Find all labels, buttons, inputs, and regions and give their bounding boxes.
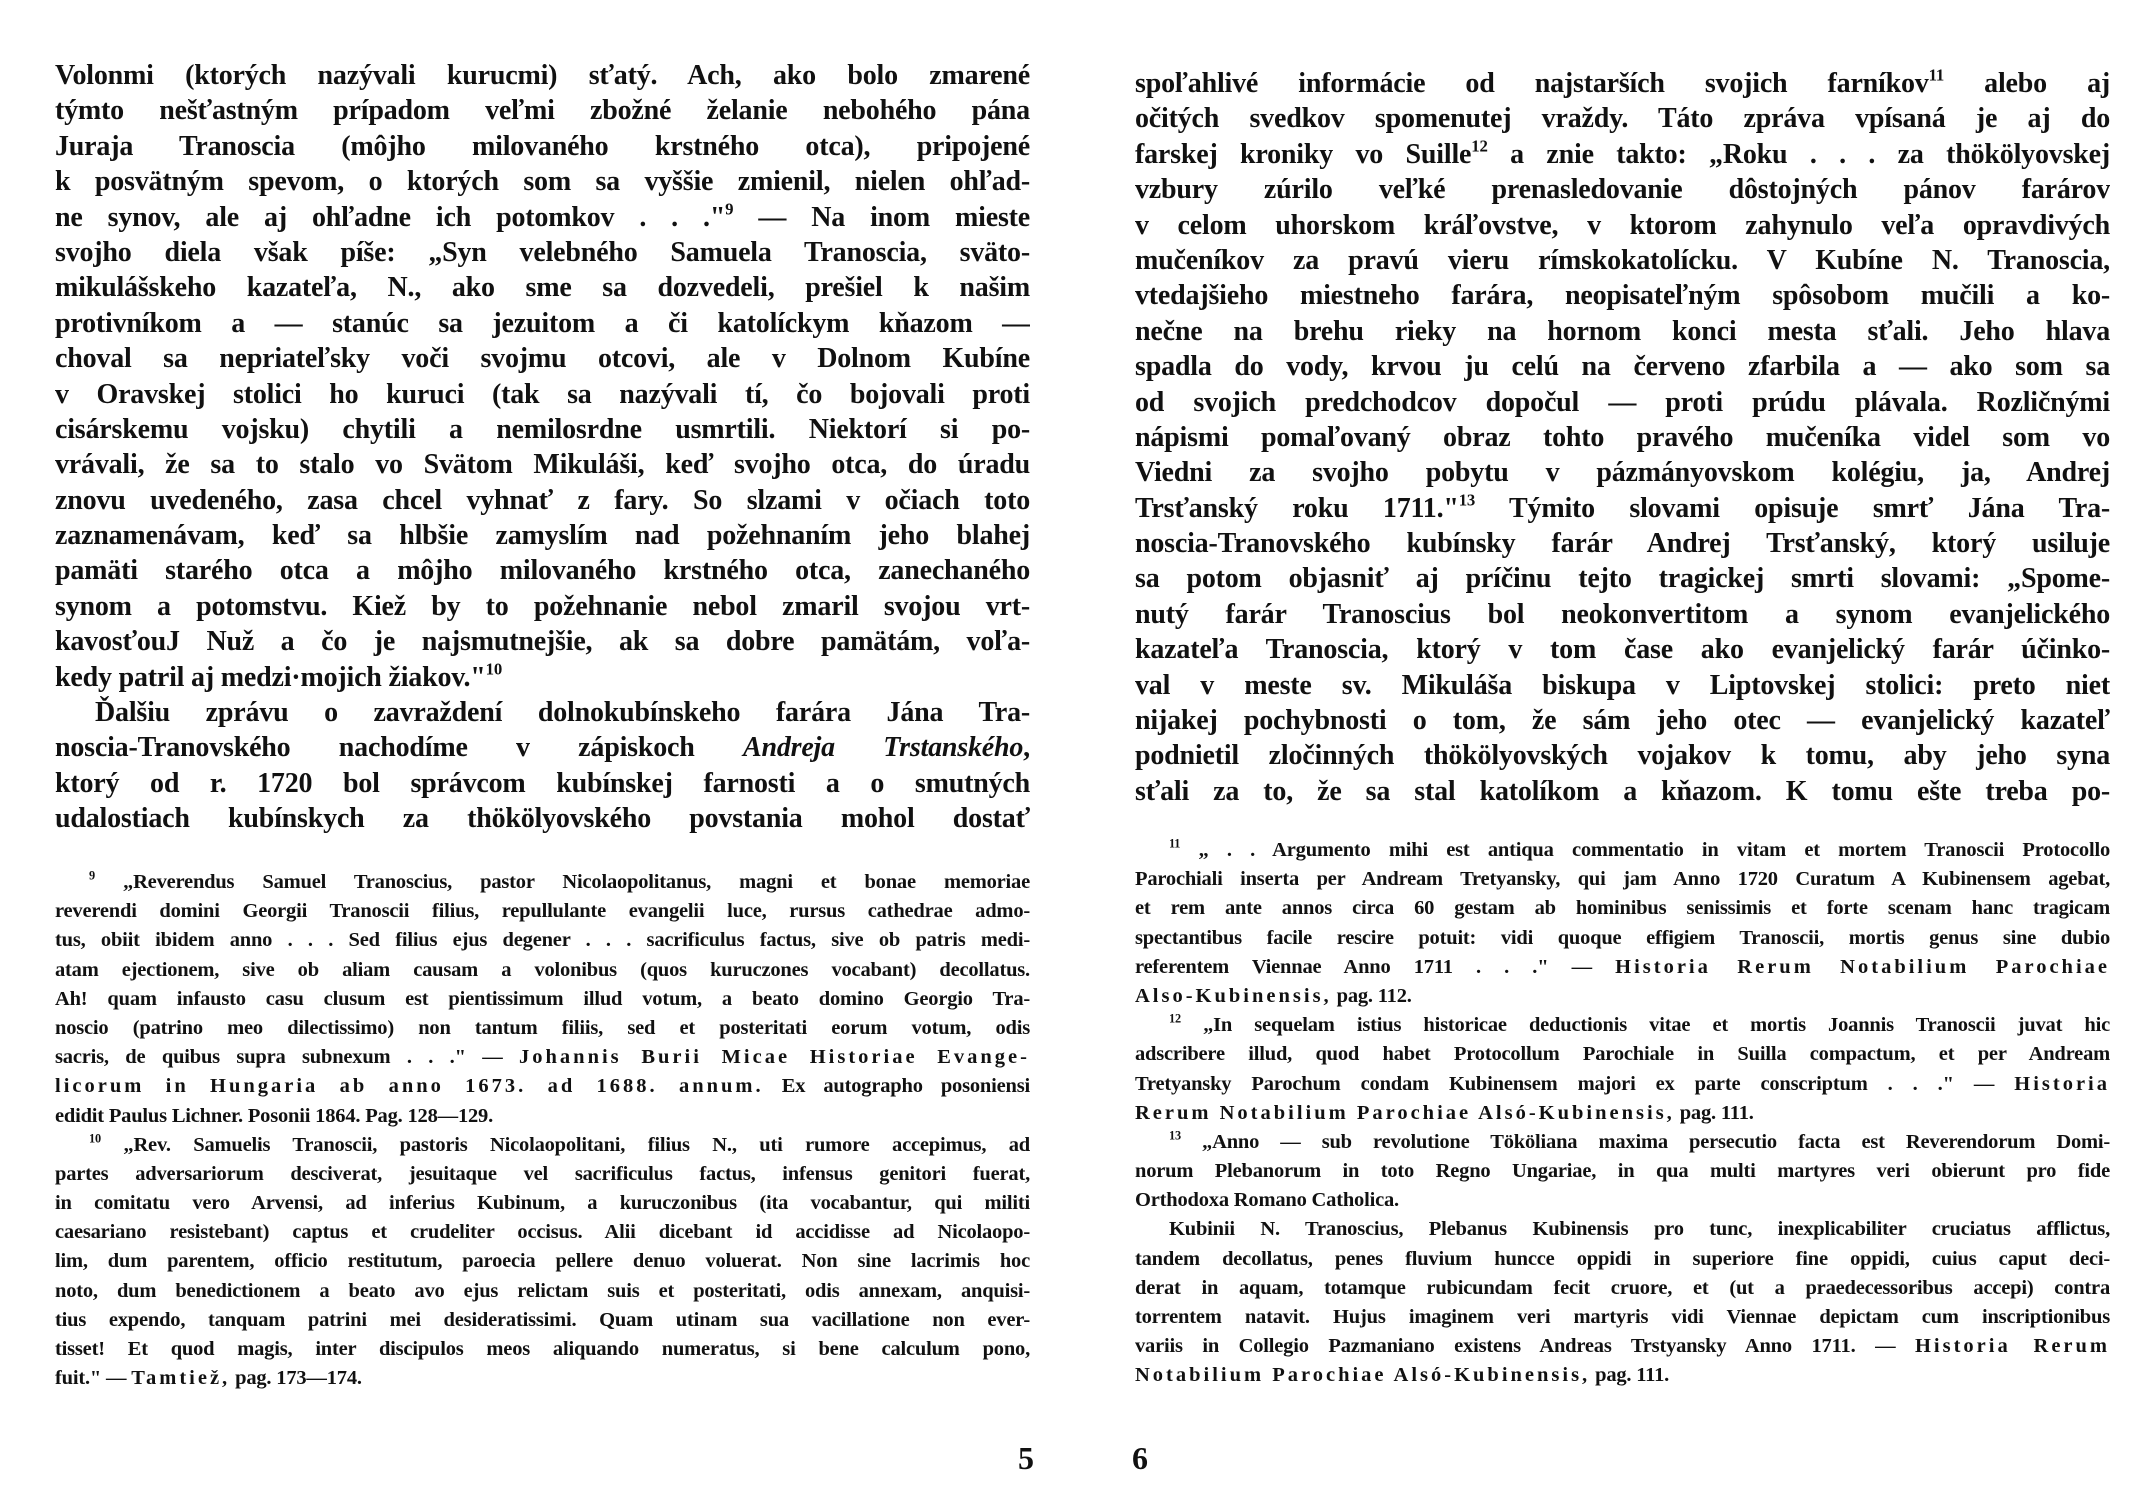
text-run: spoľahlivé informácie od najstarších svojich farníkov: [1135, 68, 1929, 99]
text-line: [1135, 278, 2110, 313]
text-line: [55, 270, 1030, 305]
spaced-citation-text: Also-Kubinensis,: [1135, 984, 1332, 1007]
text-line: [1135, 1361, 2110, 1390]
text-run: spectantibus facile rescire potuit: vidi quoque effigiem Tranoscii, mortis genus sine dubio: [1135, 926, 2110, 949]
text-run: ,: [1023, 732, 1030, 764]
text-run: podnietil zločinných thökölyovských vojakov k tomu, aby jeho syna: [1135, 740, 2110, 772]
spaced-citation-text: licorum in Hungaria ab anno 1673. ad 1688. annum.: [55, 1075, 764, 1098]
text-run: „Anno — sub revolutione Tököliana maxima persecutio facta est Reverendorum Domi-: [1180, 1130, 2110, 1153]
text-line: [1135, 953, 2110, 982]
text-run: et rem ante annos circa 60 gestam ab hominibus senissimis et forte scenam hanc tragicam: [1135, 897, 2110, 920]
text-run: vtedajšieho miestneho farára, neopisateľným spôsobom mučili a ko-: [1135, 280, 2110, 312]
text-run: nečne na brehu rieky na hornom konci mesta sťali. Jeho hlava: [1135, 315, 2110, 347]
text-line: [1135, 208, 2110, 243]
text-line: [1135, 1157, 2110, 1186]
text-run: partes adversariorum desciverat, jesuitaque vel sacrificulus factus, infensus genitori fuerat,: [55, 1162, 1030, 1185]
right-page-footnotes: [1135, 836, 2110, 1391]
footnote-reference: 13: [1169, 1128, 1181, 1143]
text-run: — Na inom mieste: [733, 201, 1030, 233]
text-run: „ . . Argumento mihi est antiqua commentatio in vitam et mortem Tranoscii Protocollo: [1180, 839, 2110, 861]
text-run: sa potom objasniť aj príčinu tejto tragickej smrti slovami: „Spome-: [1135, 563, 2110, 595]
text-run: tisset! Et quod magis, inter discipulos meos aliquando numeratus, si bene calculum pono,: [55, 1338, 1030, 1360]
text-run: vrávali, že sa to stalo vo Svätom Mikuláši, keď svojho otca, do úradu: [55, 449, 1030, 481]
text-run: pamäti starého otca a môjho milovaného krstného otca, zanechaného: [55, 555, 1030, 587]
text-line: [55, 1189, 1030, 1218]
text-line: [55, 1277, 1030, 1306]
text-run: pag. 173—174.: [230, 1367, 362, 1390]
text-run: choval sa nepriateľsky voči svojmu otcovi, ale v Dolnom Kubíne: [55, 343, 1030, 375]
text-line: [1135, 1245, 2110, 1274]
text-line: [1135, 924, 2110, 953]
text-line: [55, 1364, 1030, 1393]
text-line: [55, 483, 1030, 518]
text-run: synom a potomstvu. Kiež by to požehnanie nebol zmaril svojou vrt-: [55, 590, 1030, 622]
spaced-citation-text: Tamtiež,: [131, 1367, 231, 1390]
text-line: [1135, 137, 2110, 172]
text-run: spadla do vody, krvou ju celú na červeno zfarbila a — ako som sa: [1135, 351, 2110, 383]
text-line: [55, 985, 1030, 1014]
text-line: [55, 695, 1030, 730]
text-run: derat in aquam, totamque rubicundam fecit cruore, et (ut a praedecessoribus accepi) contra: [1135, 1276, 2110, 1299]
paragraph: [1135, 66, 2110, 809]
spaced-citation-text: Historia Rerum: [1914, 1335, 2110, 1358]
text-line: [55, 164, 1030, 199]
text-line: [1135, 774, 2110, 809]
footnote: [1135, 1011, 2110, 1128]
text-line: [1135, 1186, 2110, 1215]
text-run: Parochiali inserta per Andream Tretyansky, qui jam Anno 1720 Curatum A Kubinensem agebat,: [1135, 868, 2110, 891]
text-run: vzbury zúrilo veľké prenasledovanie dôstojných pánov farárov: [1135, 174, 2110, 206]
text-run: pag. 112.: [1331, 984, 1412, 1007]
footnote-reference: 10: [89, 1131, 101, 1146]
text-line: [1135, 420, 2110, 455]
text-run: noto, dum benedictionem a beato avo ejus relictam suis et posteritati, odis annexam, anquisi-: [55, 1279, 1030, 1302]
text-run: in comitatu vero Arvensi, ad inferius Kubinum, a kuruczonibus (ita vocabantur, qui militi: [55, 1192, 1030, 1215]
text-run: mikulášskeho kazateľa, N., ako sme sa dozvedeli, prešiel k našim: [55, 272, 1030, 304]
text-run: Volonmi (ktorých nazývali kurucmi) sťatý. Ach, ako bolo zmarené: [55, 60, 1030, 91]
text-run: Ďalšiu zprávu o zavraždení dolnokubínskeho farára Jána Tra-: [95, 697, 1030, 729]
text-line: [1135, 1011, 2110, 1040]
text-run: Orthodoxa Romano Catholica.: [1135, 1189, 1399, 1212]
text-run: „Reverendus Samuel Tranoscius, pastor Nicolaopolitanus, magni et bonae memoriae: [94, 871, 1030, 893]
text-run: torrentem natavit. Hujus imaginem veri martyris vidi Viennae depictam cum inscriptionibus: [1135, 1306, 2110, 1328]
text-line: [1135, 738, 2110, 773]
spaced-citation-text: Rerum Notabilium Parochiae Alsó-Kubinensis,: [1135, 1101, 1675, 1124]
text-line: [1135, 491, 2110, 526]
footnote-reference: 12: [1169, 1011, 1181, 1026]
text-run: Tretyansky Parochum condam Kubinensem majori ex parte conscriptum . . ." —: [1135, 1072, 2015, 1095]
paragraph: [55, 58, 1030, 695]
text-line: [55, 1218, 1030, 1247]
footnote-reference: 12: [1471, 136, 1488, 156]
text-line: [55, 1160, 1030, 1189]
text-run: zaznamenávam, keď sa hlbšie zamyslím nad požehnaním jeho blahej: [55, 520, 1030, 552]
text-run: adscribere illud, quod habet Protocollum Parochiale in Suilla compactum, et per Andream: [1135, 1043, 2110, 1066]
text-line: [1135, 101, 2110, 136]
text-run: Ah! quam infausto casu clusum est pientissimum illud votum, a beato domino Georgio Tra-: [55, 987, 1030, 1010]
text-run: caesariano resistebant) captus et crudeliter occisus. Alii dicebant id accidisse ad Nicolaopo-: [55, 1221, 1030, 1244]
spaced-citation-text: Notabilium Parochiae Alsó-Kubinensis,: [1135, 1364, 1591, 1387]
text-run: kedy patril aj medzi·mojich žiakov.": [55, 661, 486, 693]
text-line: [55, 553, 1030, 588]
text-run: noscia-Tranovského nachodíme v zápiskoch: [55, 732, 743, 764]
text-run: ktorý od r. 1720 bol správcom kubínskej farnosti a o smutných: [55, 767, 1030, 799]
text-run: noscio (patrino meo dilectissimo) non tantum filiis, sed et posteritati eorum votum, odis: [55, 1016, 1030, 1039]
text-run: norum Plebanorum in toto Regno Ungariae, in qua multi martyres veri obierunt pro fide: [1135, 1160, 2110, 1183]
footnote: [1135, 1128, 2110, 1216]
text-line: [55, 235, 1030, 270]
text-run: atam ejectionem, sive ob aliam causam a volonibus (quos kuruczones vocabant) decollatus.: [55, 958, 1030, 981]
text-line: [55, 306, 1030, 341]
text-line: [55, 1247, 1030, 1276]
footnote-reference: 11: [1928, 66, 1945, 85]
text-line: [1135, 1070, 2110, 1099]
text-run: cisárskemu vojsku) chytili a nemilosrdne usmrtili. Niektorí si po-: [55, 413, 1030, 445]
text-line: [55, 93, 1030, 128]
text-run: svojho diela však píše: „Syn velebného Samuela Tranoscia, sväto-: [55, 236, 1030, 268]
text-run: variis in Collegio Pazmaniano existens Andreas Trstyansky Anno 1711. —: [1135, 1335, 1915, 1358]
footnote: [1135, 836, 2110, 1011]
text-run: Týmito slovami opisuje smrť Jána Tra-: [1475, 492, 2110, 524]
spaced-citation-text: Historia: [2014, 1072, 2110, 1095]
text-run: nijakej pochybnosti o tom, že sám jeho otec — evanjelický kazateľ: [1135, 705, 2110, 737]
text-line: [55, 1043, 1030, 1072]
text-run: protivníkom a — stanúc sa jezuitom a či katolíckym kňazom —: [55, 307, 1030, 339]
text-line: [55, 868, 1030, 897]
text-run: od svojich predchodcov dopočul — proti prúdu plávala. Rozličnými: [1135, 386, 2110, 418]
text-line: [55, 518, 1030, 553]
page-number-right: 6: [1132, 1440, 1148, 1476]
paragraph: [55, 695, 1030, 837]
text-line: [1135, 1040, 2110, 1069]
text-line: [1135, 703, 2110, 738]
text-run: referentem Viennae Anno 1711 . . ." —: [1135, 955, 1616, 978]
text-line: [1135, 865, 2110, 894]
text-run: k posvätným spevom, o ktorých som sa vyššie zmienil, nielen ohľad-: [55, 166, 1030, 198]
text-line: [1135, 526, 2110, 561]
text-run: reverendi domini Georgii Tranoscii filius, repullulante evangelii luce, rursus cathedrae admo-: [55, 900, 1030, 923]
text-line: [55, 956, 1030, 985]
left-page-body-text: [55, 58, 1030, 837]
text-line: [55, 624, 1030, 659]
text-line: [55, 412, 1030, 447]
footnote: [1135, 1215, 2110, 1390]
footnote-reference: 10: [485, 659, 503, 678]
text-line: [1135, 561, 2110, 596]
text-run: edidit Paulus Lichner. Posonii 1864. Pag. 128—129.: [55, 1104, 494, 1127]
left-page-footnotes: [55, 868, 1030, 1393]
footnote-reference: 11: [1169, 836, 1181, 851]
text-run: pag. 111.: [1590, 1364, 1670, 1387]
text-line: [55, 1072, 1030, 1101]
text-run: ne synov, ale aj ohľadne ich potomkov . . .": [55, 201, 726, 233]
spaced-citation-text: Johannis Burii Micae Historiae Evange-: [519, 1046, 1030, 1069]
text-line: [55, 129, 1030, 164]
text-line: [1135, 1274, 2110, 1303]
text-line: [55, 200, 1030, 235]
text-run: tus, obiit ibidem anno . . . Sed filius ejus degener . . . sacrificulus factus, sive ob patris medi-: [55, 929, 1030, 952]
footnote-reference: 9: [89, 868, 95, 883]
text-line: [1135, 314, 2110, 349]
text-run: v Oravskej stolici ho kuruci (tak sa nazývali tí, čo bojovali proti: [55, 378, 1030, 410]
right-page-body-text: [1135, 66, 2110, 809]
text-run: tandem decollatus, penes fluvium huncce oppidi in superiore fine oppidi, cuius caput deci-: [1135, 1247, 2110, 1270]
text-run: tius expendo, tanquam patrini mei desideratissimi. Quam utinam sua vacillatione non ever-: [55, 1308, 1030, 1331]
text-line: [1135, 1332, 2110, 1361]
italic-text: Andreja Trstanského: [742, 732, 1024, 764]
text-line: [55, 801, 1030, 836]
text-line: [55, 58, 1030, 93]
text-line: [1135, 836, 2110, 865]
text-run: Trsťanský roku 1711.": [1135, 492, 1459, 524]
text-line: [55, 730, 1030, 765]
text-line: [1135, 1099, 2110, 1128]
spaced-citation-text: Historia Rerum Notabilium Parochiae: [1615, 955, 2110, 978]
text-line: [1135, 455, 2110, 490]
text-run: Ex autographo posoniensi: [763, 1075, 1030, 1098]
text-run: znovu uvedeného, zasa chcel vyhnať z fary. So slzami v očiach toto: [55, 484, 1030, 516]
text-run: val v meste sv. Mikuláša biskupa v Liptovskej stolici: preto niet: [1135, 669, 2110, 701]
text-run: alebo aj: [1944, 68, 2110, 99]
page-number-left: 5: [1018, 1440, 1034, 1476]
text-run: noscia-Tranovského kubínsky farár Andrej Trsťanský, ktorý usiluje: [1135, 528, 2110, 560]
text-line: [1135, 668, 2110, 703]
text-line: [55, 1014, 1030, 1043]
text-run: „Rev. Samuelis Tranoscii, pastoris Nicolaopolitani, filius N., uti rumore accepimus, ad: [100, 1133, 1030, 1156]
text-run: sacris, de quibus supra subnexum . . ." —: [55, 1046, 520, 1069]
text-line: [55, 447, 1030, 482]
text-line: [55, 341, 1030, 376]
text-line: [55, 1131, 1030, 1160]
text-line: [55, 660, 1030, 695]
text-line: [1135, 385, 2110, 420]
text-line: [1135, 349, 2110, 384]
text-run: lim, dum parentem, officio restitutum, paroecia pellere denuo voluerat. Non sine lacrimis hoc: [55, 1250, 1030, 1273]
text-line: [1135, 172, 2110, 207]
text-run: Kubinii N. Tranoscius, Plebanus Kubinensis pro tunc, inexplicabiliter cruciatus afflictus,: [1169, 1218, 2110, 1241]
text-line: [55, 766, 1030, 801]
text-run: očitých svedkov spomenutej vraždy. Táto zpráva vpísaná je aj do: [1135, 103, 2110, 135]
text-run: v celom uhorskom kráľovstve, v ktorom zahynulo veľa opravdivých: [1135, 209, 2110, 241]
text-line: [55, 897, 1030, 926]
text-run: kazateľa Tranoscia, ktorý v tom čase ako evanjelický farár účinko-: [1135, 634, 2110, 666]
text-line: [55, 926, 1030, 955]
text-line: [1135, 66, 2110, 101]
footnote: [55, 868, 1030, 1131]
footnote: [55, 1131, 1030, 1394]
text-line: [55, 1306, 1030, 1335]
text-line: [55, 589, 1030, 624]
text-run: „In sequelam istius historicae deductionis vitae et mortis Joannis Tranoscii juvat hic: [1180, 1014, 2110, 1037]
text-run: Viedni za svojho pobytu v pázmányovskom kolégiu, ja, Andrej: [1135, 457, 2110, 489]
text-line: [1135, 597, 2110, 632]
text-run: udalostiach kubínskych za thökölyovského povstania mohol dostať: [55, 803, 1030, 835]
text-run: sťali za to, že sa stal katolíkom a kňazom. K tomu ešte treba po-: [1135, 775, 2110, 807]
text-run: Juraja Tranoscia (môjho milovaného krstného otca), pripojené: [55, 130, 1030, 162]
text-run: a znie takto: „Roku . . . za thökölyovskej: [1487, 138, 2110, 170]
text-line: [55, 1102, 1030, 1131]
text-run: pag. 111.: [1674, 1101, 1754, 1124]
text-line: [1135, 632, 2110, 667]
text-line: [1135, 1303, 2110, 1332]
text-run: týmto nešťastným prípadom veľmi zbožné želanie nebohého pána: [55, 95, 1030, 127]
text-run: farskej kroniky vo Suille: [1135, 138, 1472, 170]
text-line: [1135, 1128, 2110, 1157]
text-line: [1135, 243, 2110, 278]
text-run: mučeníkov za pravú vieru rímskokatolícku. V Kubíne N. Tranoscia,: [1135, 244, 2110, 276]
text-run: fuit." —: [55, 1367, 132, 1390]
text-line: [1135, 982, 2110, 1011]
text-line: [1135, 894, 2110, 923]
text-line: [55, 1335, 1030, 1364]
text-run: kavosťouJ Nuž a čo je najsmutnejšie, ak sa dobre pamätám, voľa-: [55, 626, 1030, 658]
text-run: nutý farár Tranoscius bol neokonvertitom a synom evanjelického: [1135, 598, 2110, 630]
text-line: [1135, 1215, 2110, 1244]
text-line: [55, 377, 1030, 412]
footnote-reference: 9: [725, 199, 734, 218]
footnote-reference: 13: [1458, 490, 1476, 509]
text-run: nápismi pomaľovaný obraz tohto pravého mučeníka videl som vo: [1135, 421, 2110, 453]
